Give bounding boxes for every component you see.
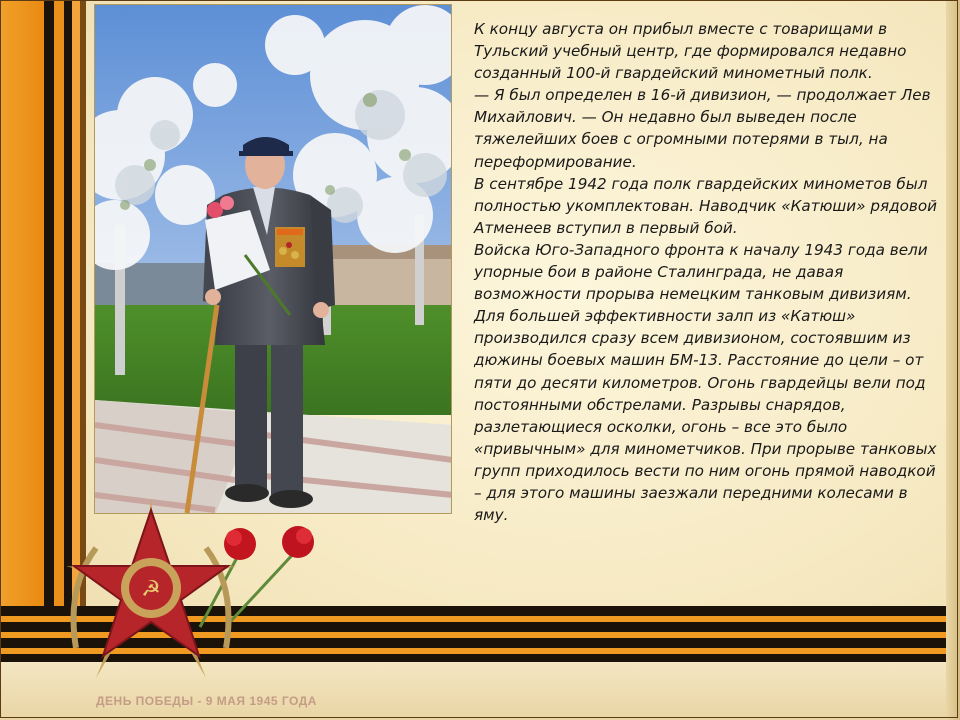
footer-caption: ДЕНЬ ПОБЕДЫ - 9 МАЯ 1945 ГОДА [96, 694, 317, 708]
order-star-icon [56, 488, 246, 688]
veteran-photo [94, 4, 452, 514]
paragraph: В сентябре 1942 года полк гвардейских минометов был полностью укомплектован. Наводчик «Катюши» рядовой Атменеев вступил в первый бой. [474, 174, 938, 237]
paragraph: К концу августа он прибыл вместе с товарищами в Тульский учебный центр, где формировался недавно созданный 100-й гвардейский минометный полк. [474, 20, 907, 83]
paragraph: — Я был определен в 16-й дивизион, — продолжает Лев Михайлович. — Он недавно был выведен после тяжелейших боев с огромными потерями в тыл, на переформирование. [474, 86, 931, 171]
right-border [946, 0, 960, 720]
story-text [474, 18, 942, 526]
paragraph: Войска Юго-Западного фронта к началу 1943 года вели упорные бои в районе Сталинграда, не давая возможности прорыва немецким танковым дивизиям. Для большей эффективности залп из «Катюш» производился сразу всем дивизионом, состоявшим из дюжины боевых машин БМ-13. Расстояние до цели – от пяти до десяти километров. Огонь гвардейцы вели под постоянными обстрелами. Разрывы снарядов, разлетающиеся осколки, огонь – все это было «привычным» для минометчиков. При прорыве танковых групп приходилось вести по ним огонь прямой наводкой – для этого машины заезжали передними колесами в яму. [474, 240, 937, 525]
svg-text:☭: ☭ [141, 577, 161, 602]
